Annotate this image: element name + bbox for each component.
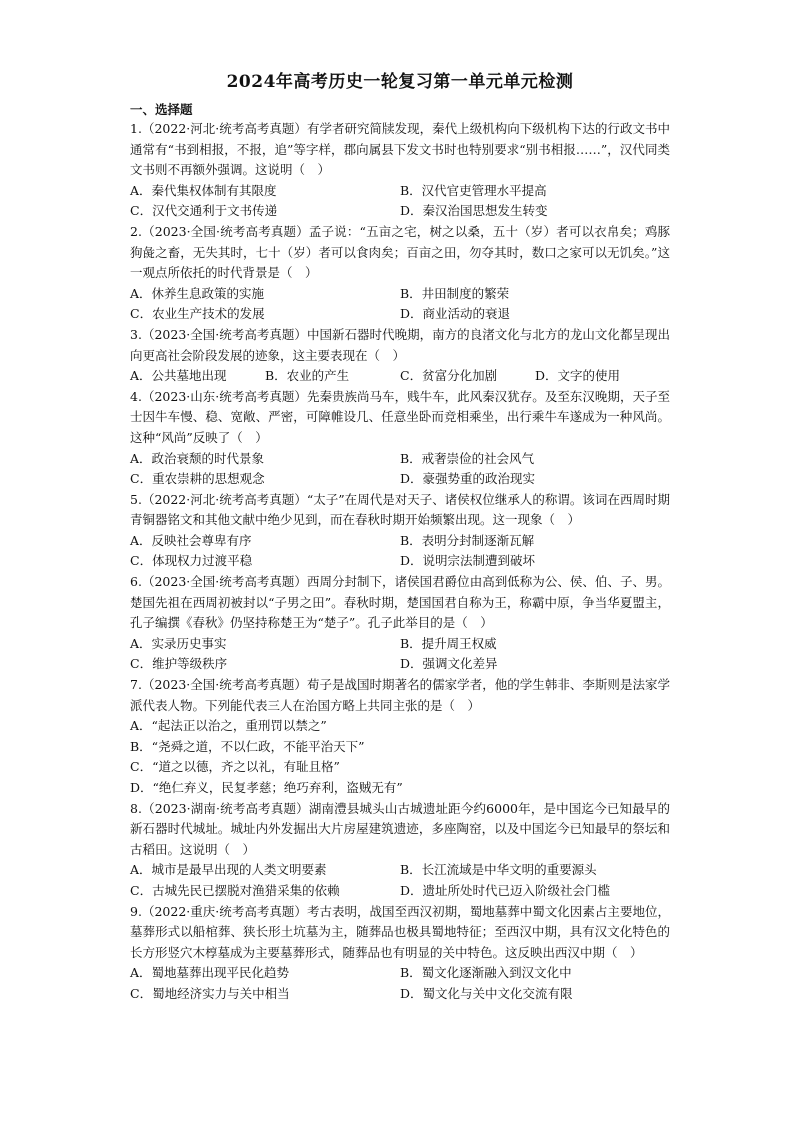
option-b: B．“尧舜之道，不以仁政，不能平治天下”: [130, 738, 365, 754]
option-c: C．古城先民已摆脱对渔猎采集的依赖: [130, 882, 340, 898]
question-stem: 6.（2023·全国·统考高考真题）西周分封制下，诸侯国君爵位由高到低称为公、侯、伯、子、男。楚国先祖在西周初被封以“子男之田”。春秋时期，楚国国君自称为王，称霸中原，争当华夏盟主，孔子编撰《春秋》仍坚持称楚王为“楚子”。孔子此举目的是（ ）: [130, 574, 670, 631]
question-6: [130, 572, 670, 675]
option-a: A．秦代集权体制有其限度: [130, 182, 277, 198]
question-2: [130, 222, 670, 325]
option-d: D．商业活动的衰退: [400, 306, 511, 322]
option-d: D．秦汉治国思想发生转变: [400, 203, 548, 219]
question-stem: 8.（2023·湖南·统考高考真题）湖南澧县城头山古城遗址距今约6000年，是中国迄今已知最早的新石器时代城址。城址内外发掘出大片房屋建筑遗迹，多座陶窑，以及中国迄今已知最早的祭坛和古稻田。这说明（ ）: [130, 800, 670, 857]
option-a: A．反映社会尊卑有序: [130, 532, 252, 548]
options-row: [130, 881, 670, 902]
option-c: C．贫富分化加剧: [400, 368, 498, 384]
option-d: D．说明宗法制遭到破坏: [400, 553, 536, 569]
question-9: [130, 902, 670, 1005]
options-row: [130, 284, 670, 305]
options-row: [130, 963, 670, 984]
options-row: [130, 737, 670, 758]
options-row: [130, 984, 670, 1005]
option-c: C．汉代交通利于文书传递: [130, 203, 278, 219]
question-3: [130, 325, 670, 387]
question-5: [130, 490, 670, 572]
options-row: [130, 181, 670, 202]
options-row: [130, 366, 670, 387]
question-4: [130, 387, 670, 490]
question-stem: 9.（2022·重庆·统考高考真题）考古表明，战国至西汉初期，蜀地墓葬中蜀文化因素占主要地位，墓葬形式以船棺葬、狭长形土坑墓为主，随葬品也极具蜀地特征；至西汉中期，具有汉文化特色的长方形竖穴木椁墓成为主要墓葬形式，随葬品也有明显的关中特色。这反映出西汉中期（ ）: [130, 903, 670, 960]
option-b: B．表明分封制逐渐瓦解: [400, 532, 535, 548]
options-row: [130, 778, 670, 799]
options-row: [130, 469, 670, 490]
question-stem: 2.（2023·全国·统考高考真题）孟子说：“五亩之宅，树之以桑，五十（岁）者可以衣帛矣；鸡豚狗彘之畜，无失其时，七十（岁）者可以食肉矣；百亩之田，勿夺其时，数口之家可以无饥矣。”这一观点所依托的时代背景是（ ）: [130, 223, 670, 281]
options-row: [130, 654, 670, 675]
options-row: [130, 449, 670, 470]
question-stem: 3.（2023·全国·统考高考真题）中国新石器时代晚期，南方的良渚文化与北方的龙山文化都呈现出向更高社会阶段发展的迹象，这主要表现在（ ）: [130, 326, 670, 363]
options-row: [130, 531, 670, 552]
option-a: A．“起法正以治之，重刑罚以禁之”: [130, 718, 327, 734]
option-b: B．蜀文化逐渐融入到汉文化中: [400, 965, 572, 981]
question-1: [130, 119, 670, 222]
option-c: C．农业生产技术的发展: [130, 306, 265, 322]
option-a: A．实录历史事实: [130, 635, 227, 651]
option-d: D．“绝仁弃义，民复孝慈；绝巧弃利，盗贼无有”: [130, 780, 403, 795]
option-d: D．豪强势重的政治现实: [400, 471, 536, 487]
option-c: C．维护等级秩序: [130, 656, 228, 672]
question-stem: 4.（2023·山东·统考高考真题）先秦贵族尚马车，贱牛车，此风秦汉犹存。及至东汉晚期，天子至士因牛车慢、稳、宽敞、严密，可障帷设几、任意坐卧而竞相乘坐，出行乘牛车遂成为一种风尚。这种“风尚”反映了（ ）: [130, 388, 670, 445]
option-b: B．农业的产生: [265, 368, 350, 384]
options-row: [130, 304, 670, 325]
options-row: [130, 716, 670, 737]
option-d: D．蜀文化与关中文化交流有限: [400, 985, 573, 1001]
option-d: D．遗址所处时代已迈入阶级社会门槛: [400, 882, 611, 898]
question-7: [130, 675, 670, 799]
option-d: D．强调文化差异: [400, 656, 498, 672]
option-b: B．提升周王权威: [400, 635, 497, 651]
option-c: C．体现权力过渡平稳: [130, 553, 253, 569]
section-heading: 一、选择题: [130, 102, 193, 117]
option-a: A．城市是最早出现的人类文明要素: [130, 862, 327, 878]
option-c: C．重农崇耕的思想观念: [130, 471, 265, 487]
options-row: [130, 201, 670, 222]
option-a: A．政治衰颓的时代景象: [130, 450, 265, 466]
option-a: A．公共墓地出现: [130, 368, 227, 384]
question-8: [130, 799, 670, 902]
option-b: B．井田制度的繁荣: [400, 285, 510, 301]
option-d: D．文字的使用: [535, 368, 621, 384]
option-a: A．休养生息政策的实施: [130, 285, 265, 301]
option-b: B．戒奢崇俭的社会风气: [400, 450, 535, 466]
option-c: C．蜀地经济实力与关中相当: [130, 985, 290, 1001]
option-b: B．汉代官吏管理水平提高: [400, 182, 547, 198]
options-row: [130, 551, 670, 572]
question-stem: 1.（2022·河北·统考高考真题）有学者研究简牍发现，秦代上级机构向下级机构下达的行政文书中通常有“书到相报，不报，追”等字样，郡向属县下发文书时也特别要求“别书相报……”，汉代同类文书则不再额外强调。这说明（ ）: [130, 121, 670, 178]
page-title: 2024年高考历史一轮复习第一单元单元检测: [226, 72, 574, 92]
options-row: [130, 860, 670, 881]
question-stem: 5.（2022·河北·统考高考真题）“太子”在周代是对天子、诸侯权位继承人的称谓。该词在西周时期青铜器铭文和其他文献中绝少见到，而在春秋时期开始频繁出现。这一现象（ ）: [130, 491, 670, 528]
option-c: C．“道之以德，齐之以礼，有耻且格”: [130, 759, 340, 775]
option-a: A．蜀地墓葬出现平民化趋势: [130, 965, 290, 981]
options-row: [130, 757, 670, 778]
option-b: B．长江流域是中华文明的重要源头: [400, 862, 597, 878]
question-stem: 7.（2023·全国·统考高考真题）荀子是战国时期著名的儒家学者，他的学生韩非、李斯则是法家学派代表人物。下列能代表三人在治国方略上共同主张的是（ ）: [130, 677, 670, 713]
options-row: [130, 634, 670, 655]
exam-page: [130, 70, 670, 1005]
